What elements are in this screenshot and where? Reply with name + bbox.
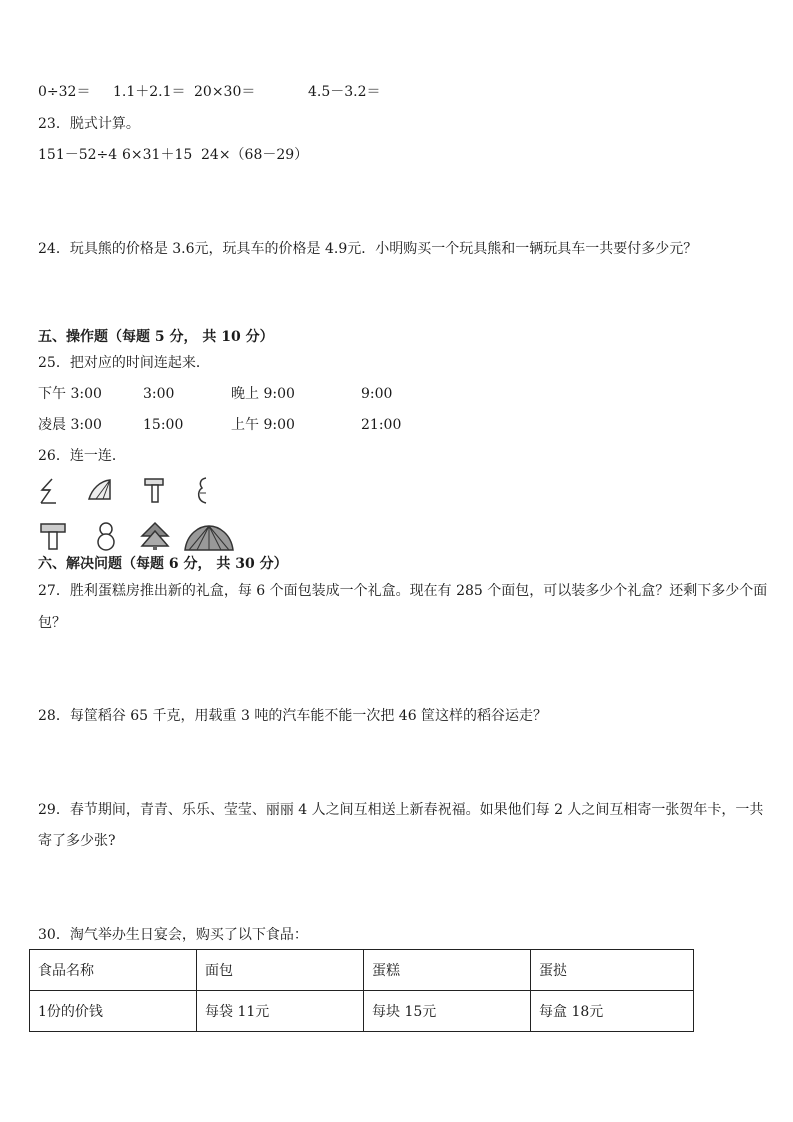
mushroom-icon xyxy=(38,521,68,551)
q23-item-2: 6×31＋15 xyxy=(122,147,193,163)
calc-0-div-32: 0÷32＝ xyxy=(38,84,91,100)
table-row-header xyxy=(30,950,694,991)
table-header-cell: 面包 xyxy=(197,950,364,991)
q24-text: 24．玩具熊的价格是 3.6元，玩具车的价格是 4.9元．小明购买一个玩具熊和一辆玩具车一共要付多少元？ xyxy=(38,241,698,257)
calc-20-times-30: 20×30＝ xyxy=(194,84,256,100)
q23-item-3: 24×（68－29） xyxy=(201,147,309,163)
q27-line2: 包？ xyxy=(38,615,66,631)
gourd-icon xyxy=(94,520,118,552)
q27-line1: 27．胜利蛋糕房推出新的礼盒，每 6 个面包装成一个礼盒。现在有 285 个面包，可以装多少个礼盒？还剩下多少个面 xyxy=(38,583,768,599)
q29-line1: 29．春节期间，青青、乐乐、莹莹、丽丽 4 人之间互相送上新春祝福。如果他们每 2 人之间互相寄一张贺年卡，一共 xyxy=(38,802,764,818)
q25-r1-c2: 3:00 xyxy=(143,386,175,402)
q30-title: 30．淘气举办生日宴会，购买了以下食品： xyxy=(38,927,308,943)
umbrella-half-icon xyxy=(86,477,114,503)
table-cell: 每袋 11元 xyxy=(197,991,364,1032)
q25-r2-c3: 上午 9:00 xyxy=(231,417,295,433)
q25-r2-c4: 21:00 xyxy=(361,417,402,433)
q26-title: 26．连一连． xyxy=(38,448,126,464)
q29-line2: 寄了多少张? xyxy=(38,833,116,849)
q28-text: 28．每筐稻谷 65 千克，用载重 3 吨的汽车能不能一次把 46 筐这样的稻谷运走？ xyxy=(38,708,548,724)
lightning-half-icon xyxy=(38,477,60,505)
table-header-cell: 蛋糕 xyxy=(364,950,531,991)
umbrella-icon xyxy=(183,524,235,552)
q25-r1-c3: 晚上 9:00 xyxy=(231,386,295,402)
q25-title: 25．把对应的时间连起来． xyxy=(38,355,210,371)
table-cell: 每块 15元 xyxy=(364,991,531,1032)
table-header-cell: 蛋挞 xyxy=(531,950,694,991)
table-header-cell: 食品名称 xyxy=(30,950,197,991)
mushroom-half-icon xyxy=(142,476,166,504)
q25-r2-c2: 15:00 xyxy=(143,417,184,433)
table-cell: 1份的价钱 xyxy=(30,991,197,1032)
q25-r1-c4: 9:00 xyxy=(361,386,393,402)
q25-r1-c1: 下午 3:00 xyxy=(38,386,102,402)
tree-icon xyxy=(139,521,171,551)
table-row xyxy=(30,991,694,1032)
gourd-half-icon xyxy=(194,476,212,506)
q23-item-1: 151－52÷4 xyxy=(38,147,118,163)
q23-title: 23．脱式计算。 xyxy=(38,116,140,132)
calc-4.5-minus-3.2: 4.5－3.2＝ xyxy=(308,84,381,100)
section5-heading: 五、操作题（每题 5 分， 共 10 分） xyxy=(38,329,274,345)
table-cell: 每盒 18元 xyxy=(531,991,694,1032)
calc-1.1-plus-2.1: 1.1＋2.1＝ xyxy=(113,84,186,100)
section6-heading: 六、解决问题（每题 6 分， 共 30 分） xyxy=(38,556,288,572)
food-price-table xyxy=(29,949,694,1032)
q25-r2-c1: 凌晨 3:00 xyxy=(38,417,102,433)
